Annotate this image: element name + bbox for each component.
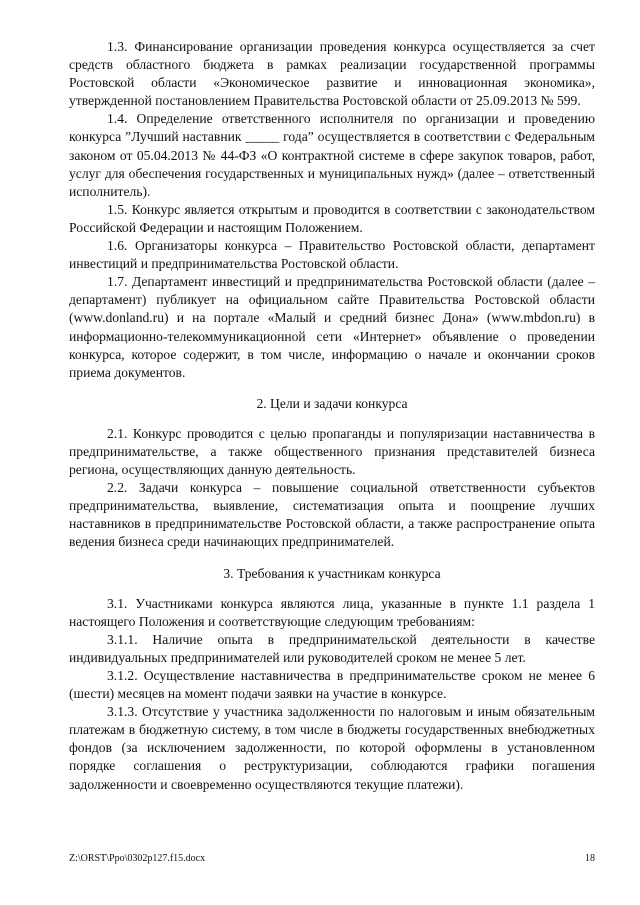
document-body — [69, 38, 595, 794]
section-3-heading: 3. Требования к участникам конкурса — [223, 565, 441, 581]
paragraph-3-1-1: 3.1.1. Наличие опыта в предпринимательской деятельности в качестве индивидуальных предпринимателей или руководителей сроком не менее 5 лет. — [69, 631, 595, 665]
page-footer — [69, 853, 595, 864]
paragraph-1-5: 1.5. Конкурс является открытым и проводится в соответствии с законодательством Российской Федерации и настоящим Положением. — [69, 201, 595, 235]
section-2-heading: 2. Цели и задачи конкурса — [256, 395, 408, 411]
paragraph-3-1-3: 3.1.3. Отсутствие у участника задолженности по налоговым и иным обязательным платежам в бюджетную систему, в том числе в бюджеты государственных внебюджетных фондов (за исключением задолженности, по которой оформлены в установленном порядке соглашения о реструктуризации, соблюдаются графики погашения задолженности и своевременно осуществляются текущие платежи). — [69, 704, 595, 792]
paragraph-2-1: 2.1. Конкурс проводится с целью пропаганды и популяризации наставничества в предпринимательстве, а также общественного признания представителей бизнеса региона, осуществляющих данную деятельность. — [69, 425, 595, 478]
paragraph-1-4: 1.4. Определение ответственного исполнителя по организации и проведению конкурса ”Лучший наставник _____ года” осуществляется в соответствии с Федеральным законом от 05.04.2013 № 44-ФЗ «О контрактной системе в сфере закупок товаров, работ, услуг для обеспечения государственных и муниципальных нужд» (далее – ответственный исполнитель). — [69, 111, 595, 199]
paragraph-2-2: 2.2. Задачи конкурса – повышение социальной ответственности субъектов предпринимательства, выявление, систематизация опыта и поощрение лучших наставников в предпринимательстве Ростовской области, а также распространение опыта ведения бизнеса среди начинающих предпринимателей. — [69, 480, 595, 550]
paragraph-1-3: 1.3. Финансирование организации проведения конкурса осуществляется за счет средств областного бюджета в рамках реализации государственной программы Ростовской области «Экономическое развитие и инновационная экономика», утвержденной постановлением Правительства Ростовской области от 25.09.2013 № 599. — [69, 39, 595, 109]
file-path: Z:\ORST\Ppo\0302p127.f15.docx — [69, 853, 206, 864]
paragraph-1-6: 1.6. Организаторы конкурса – Правительство Ростовской области, департамент инвестиций и предпринимательства Ростовской области. — [69, 238, 595, 272]
paragraph-3-1-2: 3.1.2. Осуществление наставничества в предпринимательстве сроком не менее 6 (шести) месяцев на момент подачи заявки на участие в конкурсе. — [69, 668, 595, 702]
paragraph-3-1: 3.1. Участниками конкурса являются лица, указанные в пункте 1.1 раздела 1 настоящего Положения и соответствующие следующим требованиям: — [69, 595, 595, 629]
paragraph-1-7: 1.7. Департамент инвестиций и предпринимательства Ростовской области (далее – департамент) публикует на официальном сайте Правительства Ростовской области (www.donland.ru) и на портале «Малый и средний бизнес Дона» (www.mbdon.ru) в информационно-телекоммуникационной сети «Интернет» объявление о проведении конкурса, которое содержит, в том числе, информацию о начале и окончании сроков приема документов. — [69, 274, 595, 380]
page-number: 18 — [585, 853, 595, 864]
